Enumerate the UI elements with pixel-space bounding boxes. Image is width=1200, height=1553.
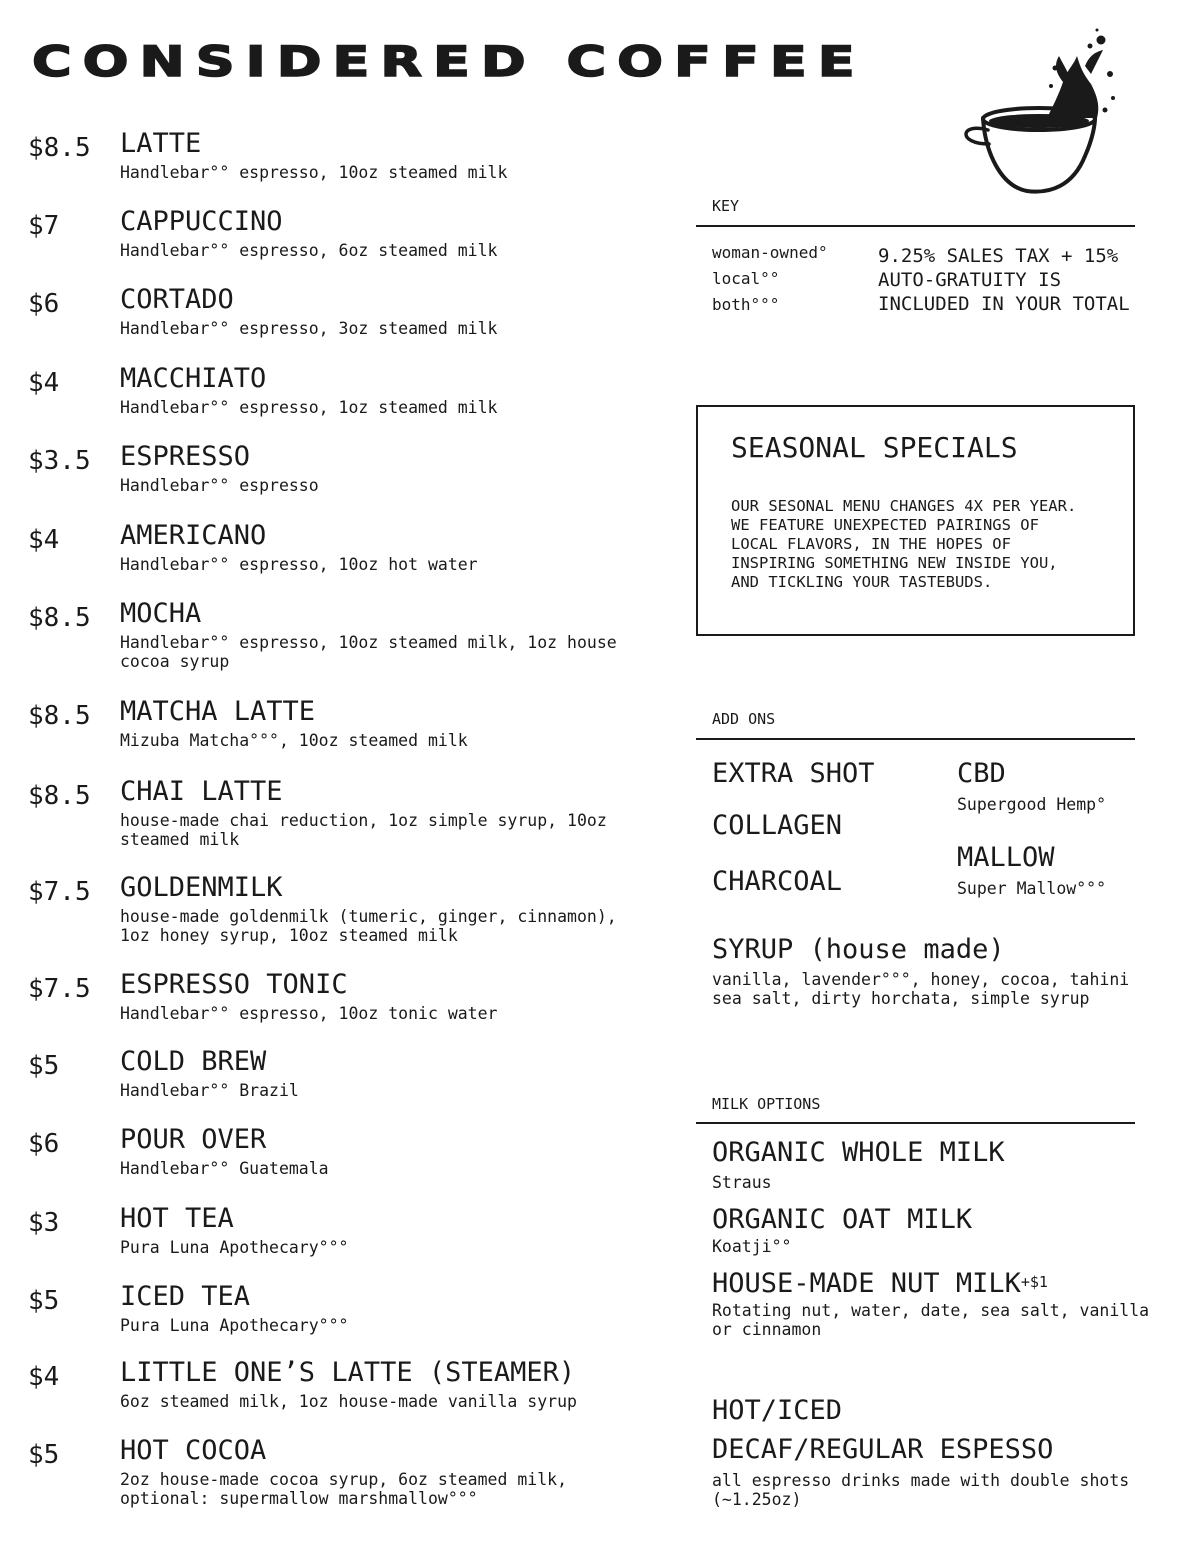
item-desc: Pura Luna Apothecary°°° [120, 1316, 349, 1335]
item-price: $4 [28, 525, 60, 555]
item-name: COLD BREW [120, 1046, 267, 1077]
item-price: $5 [28, 1440, 60, 1470]
addon-extra-shot: EXTRA SHOT [712, 758, 875, 789]
item-name: GOLDENMILK [120, 872, 283, 903]
addon-charcoal: CHARCOAL [712, 866, 843, 897]
item-desc: Handlebar°° espresso, 10oz steamed milk [120, 163, 508, 182]
item-desc: Handlebar°° espresso, 3oz steamed milk [120, 319, 498, 338]
item-name: MOCHA [120, 598, 202, 629]
milk-whole: ORGANIC WHOLE MILK [712, 1137, 1005, 1168]
page-title: CONSIDERED COFFEE [32, 37, 866, 87]
item-name: ICED TEA [120, 1281, 251, 1312]
item-price: $3.5 [28, 446, 91, 476]
item-desc: Handlebar°° espresso, 10oz tonic water [120, 1004, 498, 1023]
item-name: CHAI LATTE [120, 776, 283, 807]
item-price: $6 [28, 289, 60, 319]
item-desc: Handlebar°° espresso, 1oz steamed milk [120, 398, 498, 417]
addon-mallow: MALLOW [957, 842, 1055, 873]
espresso-note-line1: HOT/ICED [712, 1395, 843, 1426]
item-desc: Handlebar°° Brazil [120, 1081, 299, 1100]
addon-collagen: COLLAGEN [712, 810, 843, 841]
item-desc: house-made goldenmilk (tumeric, ginger, cinnamon), 1oz honey syrup, 10oz steamed milk [120, 907, 617, 945]
item-name: ESPRESSO TONIC [120, 969, 348, 1000]
item-price: $8.5 [28, 603, 91, 633]
tax-notice: 9.25% SALES TAX + 15% AUTO-GRATUITY IS INCLUDED IN YOUR TOTAL [878, 245, 1130, 315]
item-price: $7 [28, 211, 60, 241]
milk-divider [696, 1122, 1135, 1124]
addon-cbd-desc: Supergood Hemp° [957, 795, 1107, 814]
item-price: $5 [28, 1051, 60, 1081]
item-name: LITTLE ONE’S LATTE (STEAMER) [120, 1357, 576, 1388]
item-name: MATCHA LATTE [120, 696, 316, 727]
item-price: $8.5 [28, 701, 91, 731]
item-name: POUR OVER [120, 1124, 267, 1155]
coffee-cup-splash-icon [955, 26, 1125, 198]
seasonal-title: SEASONAL SPECIALS [731, 431, 1018, 464]
seasonal-specials-box [696, 405, 1135, 636]
item-price: $5 [28, 1286, 60, 1316]
item-name: ESPRESSO [120, 441, 251, 472]
addon-cbd: CBD [957, 758, 1006, 789]
addon-syrup: SYRUP (house made) [712, 934, 1005, 965]
item-name: AMERICANO [120, 520, 267, 551]
milk-nut [712, 1268, 1048, 1300]
item-desc: Handlebar°° espresso, 10oz steamed milk, 1oz house cocoa syrup [120, 633, 617, 671]
item-price: $4 [28, 368, 60, 398]
milk-nut-name: HOUSE-MADE NUT MILK [712, 1268, 1021, 1299]
milk-oat-desc: Koatji°° [712, 1237, 792, 1256]
espresso-note-desc: all espresso drinks made with double shots (~1.25oz) [712, 1471, 1130, 1509]
key-heading: KEY [712, 197, 740, 215]
item-price: $7.5 [28, 974, 91, 1004]
item-price: $6 [28, 1129, 60, 1159]
item-desc: Handlebar°° espresso, 6oz steamed milk [120, 241, 498, 260]
key-divider [696, 225, 1135, 227]
key-local: local°° [712, 269, 780, 288]
addon-mallow-desc: Super Mallow°°° [957, 879, 1107, 898]
item-desc: 6oz steamed milk, 1oz house-made vanilla syrup [120, 1392, 577, 1411]
seasonal-body: OUR SESONAL MENU CHANGES 4X PER YEAR. WE FEATURE UNEXPECTED PAIRINGS OF LOCAL FLAVORS, IN THE HOPES OF INSPIRING SOMETHING NEW INSIDE YOU, AND TICKLING YOUR TASTEBUDS. [731, 497, 1077, 591]
key-legend [712, 240, 828, 318]
item-name: HOT TEA [120, 1203, 234, 1234]
milk-nut-price: +$1 [1020, 1273, 1048, 1291]
item-price: $4 [28, 1362, 60, 1392]
addon-syrup-desc: vanilla, lavender°°°, honey, cocoa, tahini sea salt, dirty horchata, simple syrup [712, 970, 1130, 1008]
milk-heading: MILK OPTIONS [712, 1095, 821, 1113]
item-desc: 2oz house-made cocoa syrup, 6oz steamed milk, optional: supermallow marshmallow°°° [120, 1470, 568, 1508]
item-desc: house-made chai reduction, 1oz simple syrup, 10oz steamed milk [120, 811, 607, 849]
item-name: HOT COCOA [120, 1435, 267, 1466]
key-woman-owned: woman-owned° [712, 243, 828, 262]
item-price: $8.5 [28, 133, 91, 163]
item-price: $3 [28, 1208, 60, 1238]
milk-whole-desc: Straus [712, 1173, 772, 1192]
item-desc: Handlebar°° Guatemala [120, 1159, 329, 1178]
addons-divider [696, 738, 1135, 740]
milk-oat: ORGANIC OAT MILK [712, 1204, 973, 1235]
item-price: $7.5 [28, 877, 91, 907]
item-name: CORTADO [120, 284, 234, 315]
milk-nut-desc: Rotating nut, water, date, sea salt, vanilla or cinnamon [712, 1301, 1150, 1339]
key-both: both°°° [712, 295, 780, 314]
item-desc: Mizuba Matcha°°°, 10oz steamed milk [120, 731, 468, 750]
item-name: CAPPUCCINO [120, 206, 283, 237]
addons-heading: ADD ONS [712, 710, 776, 728]
espresso-note-line2: DECAF/REGULAR ESPESSO [712, 1434, 1054, 1465]
item-desc: Handlebar°° espresso [120, 476, 319, 495]
item-name: MACCHIATO [120, 363, 267, 394]
item-desc: Handlebar°° espresso, 10oz hot water [120, 555, 478, 574]
item-name: LATTE [120, 128, 202, 159]
item-price: $8.5 [28, 781, 91, 811]
item-desc: Pura Luna Apothecary°°° [120, 1238, 349, 1257]
